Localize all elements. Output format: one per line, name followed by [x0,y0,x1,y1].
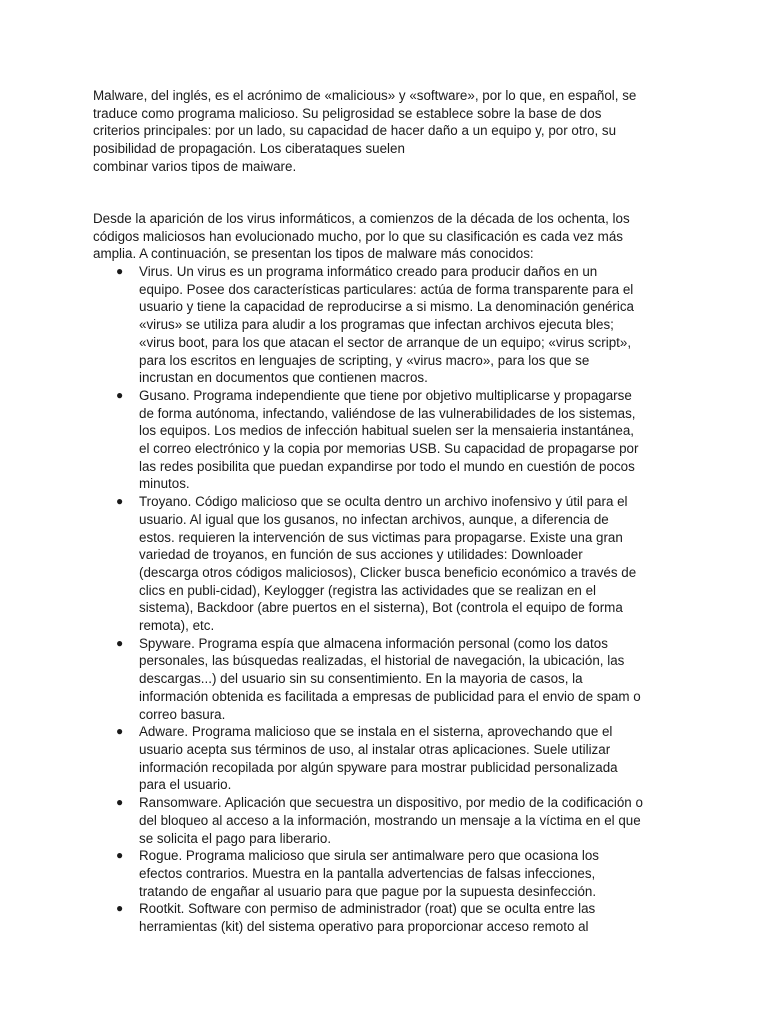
list-item-line: equipo. Posee dos características particulares: actúa de forma transparente para el [139,281,634,297]
intro-paragraph [93,87,693,176]
list-item-line: las redes posibilita que puedan expandirse por todo el mundo en cuestión de pocos [139,458,635,474]
list-item [93,900,693,935]
list-item [93,387,693,493]
text-line: Malware, del inglés, es el acrónimo de «malicious» y «software», por lo que, en español, se [93,88,637,103]
text-line: posibilidad de propagación. Los ciberataques suelen [93,141,405,157]
list-item-line: Ransomware. Aplicación que secuestra un dispositivo, por medio de la codificación o [139,795,643,811]
list-item-line: «virus» se utiliza para aludir a los programas que infectan archivos ejecuta bles; [139,317,614,333]
list-item-line: los equipos. Los medios de infección habitual suelen ser la mensaieria instantánea, [139,423,635,439]
list-item [93,493,693,635]
list-item [93,723,693,794]
bullet-dot-icon: ● [116,848,124,863]
list-item-line: Rootkit. Software con permiso de administrador (roat) que se oculta entre las [139,901,596,917]
text-line: traduce como programa malicioso. Su peligrosidad se establece sobre la base de dos [93,105,602,121]
text-line: amplia. A continuación, se presentan los tipos de malware más conocidos: [93,246,534,262]
bullet-dot-icon: ● [116,724,124,739]
classification-paragraph [93,210,693,263]
list-item [93,263,693,387]
list-item-line: minutos. [139,476,190,492]
list-item-line: usuario acepta sus términos de uso, al instalar otras aplicaciones. Suele utilizar [139,741,611,757]
list-item [93,847,693,900]
list-item-line: sistema), Backdoor (abre puertos en el sisterna), Bot (controla el equipo de forma [139,600,623,616]
list-item-line: tratando de engañar al usuario para que pague por la supuesta desinfección. [139,883,597,899]
text-line: Desde la aparición de los virus informáticos, a comienzos de la década de los ochenta, los [93,211,630,226]
list-item-line: remota), etc. [139,618,215,634]
list-item-line: (descarga otros códigos maliciosos), Clicker busca beneficio económico a través de [139,564,637,580]
list-item-line: de forma autónoma, infectando, valiéndose de las vulnerabilidades de los sistemas, [139,405,636,421]
text-line: criterios principales: por un lado, su capacidad de hacer daño a un equipo y, por otro, su [93,123,617,139]
list-item-line: Virus. Un virus es un programa informático creado para producir daños en un [139,264,598,279]
bullet-dot-icon: ● [116,387,124,402]
list-item-line: usuario. Al igual que los gusanos, no infectan archivos, aunque, a diferencia de [139,511,609,527]
list-item-line: estos. requieren la intervención de sus victimas para propagarse. Existe una gran [139,529,623,545]
list-item-line: se solicita el pago para liberario. [139,830,332,846]
list-item [93,635,693,724]
malware-types-list [93,263,693,936]
bullet-dot-icon: ● [116,494,124,509]
list-item-line: descargas...) del usuario sin su consentimiento. En la mayoria de casos, la [139,671,583,687]
list-item-line: información obtenida es facilitada a empresas de publicidad para el envio de spam o [139,688,641,704]
list-item-line: Troyano. Código malicioso que se oculta dentro un archivo inofensivo y útil para el [139,494,628,510]
text-line: combinar varios tipos de maiware. [93,158,297,174]
list-item-line: Rogue. Programa malicioso que sirula ser antimalware pero que ocasiona los [139,848,599,864]
bullet-dot-icon: ● [116,635,124,650]
bullet-dot-icon: ● [116,264,124,278]
list-item-line: herramientas (kit) del sistema operativo para proporcionar acceso remoto al [139,919,589,935]
list-item-line: usuario y tiene la capacidad de reproducirse a si mismo. La denominación genérica [139,299,634,315]
list-item-line: correo basura. [139,706,226,722]
list-item-line: Spyware. Programa espía que almacena información personal (como los datos [139,635,608,651]
list-item-line: del bloqueo al acceso a la información, mostrando un mensaje a la víctima en el que [139,812,641,828]
bullet-dot-icon: ● [116,795,124,810]
list-item-line: clics en publi-cidad), Keylogger (registra las actividades que se realizan en el [139,582,597,598]
list-item-line: información recopilada por algún spyware para mostrar publicidad personalizada [139,759,618,775]
list-item-line: para los escritos en lenguajes de scripting, y «virus macro», para los que se [139,352,590,368]
list-item-line: Gusano. Programa independiente que tiene por objetivo multiplicarse y propagarse [139,387,632,403]
list-item-line: efectos contrarios. Muestra en la pantalla advertencias de falsas infecciones, [139,865,596,881]
list-item [93,794,693,847]
bullet-dot-icon: ● [116,901,124,916]
list-item-line: para el usuario. [139,777,232,793]
list-item-line: incrustan en documentos que contienen macros. [139,370,428,386]
list-item-line: personales, las búsquedas realizadas, el historial de navegación, la ubicación, las [139,653,625,669]
list-item-line: «virus boot, para los que atacan el sector de arranque de un equipo; «virus script», [139,334,632,350]
text-line: códigos maliciosos han evolucionado mucho, por lo que su clasificación es cada vez más [93,228,623,244]
list-item-line: Adware. Programa malicioso que se instala en el sisterna, aprovechando que el [139,724,613,740]
list-item-line: el correo electrónico y la copia por memorias USB. Su capacidad de propagarse por [139,441,639,457]
list-item-line: variedad de troyanos, en función de sus acciones y utilidades: Downloader [139,547,583,563]
